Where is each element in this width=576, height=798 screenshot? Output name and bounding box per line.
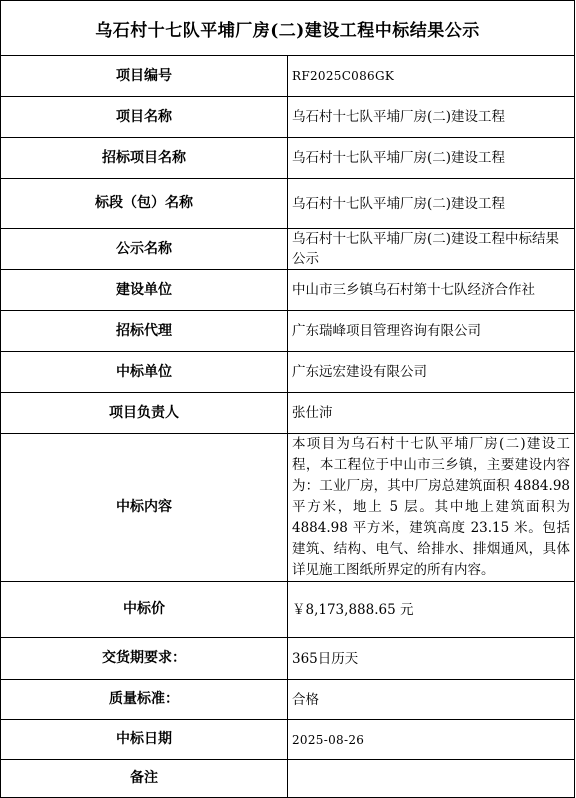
value-lot-name: 乌石村十七队平埔厂房(二)建设工程 <box>288 179 575 229</box>
label-tender-agent: 招标代理 <box>1 311 288 352</box>
value-project-name: 乌石村十七队平埔厂房(二)建设工程 <box>288 97 575 138</box>
row-award-date <box>1 720 575 760</box>
label-award-date: 中标日期 <box>1 720 288 760</box>
row-winning-content <box>1 434 575 582</box>
value-winning-price: ￥8,173,888.65 元 <box>288 582 575 638</box>
label-project-manager: 项目负责人 <box>1 393 288 434</box>
value-award-date: 2025-08-26 <box>288 720 575 760</box>
label-project-number: 项目编号 <box>1 56 288 97</box>
row-quality-standard <box>1 680 575 720</box>
value-delivery-period: 365日历天 <box>288 638 575 680</box>
label-quality-standard: 质量标准： <box>1 680 288 720</box>
row-winning-price <box>1 582 575 638</box>
row-tender-project-name <box>1 138 575 179</box>
row-delivery-period <box>1 638 575 680</box>
value-tender-project-name: 乌石村十七队平埔厂房(二)建设工程 <box>288 138 575 179</box>
row-construction-unit <box>1 270 575 311</box>
label-delivery-period: 交货期要求： <box>1 638 288 680</box>
notice-title: 乌石村十七队平埔厂房(二)建设工程中标结果公示 <box>1 1 575 56</box>
value-project-manager: 张仕沛 <box>288 393 575 434</box>
label-project-name: 项目名称 <box>1 97 288 138</box>
value-quality-standard: 合格 <box>288 680 575 720</box>
label-tender-project-name: 招标项目名称 <box>1 138 288 179</box>
row-tender-agent <box>1 311 575 352</box>
row-lot-name <box>1 179 575 229</box>
row-project-name <box>1 97 575 138</box>
row-remarks <box>1 760 575 798</box>
label-remarks: 备注 <box>1 760 288 798</box>
label-winning-content: 中标内容 <box>1 434 288 582</box>
label-winning-price: 中标价 <box>1 582 288 638</box>
value-construction-unit: 中山市三乡镇乌石村第十七队经济合作社 <box>288 270 575 311</box>
row-winning-bidder <box>1 352 575 393</box>
value-winning-bidder: 广东远宏建设有限公司 <box>288 352 575 393</box>
value-remarks <box>288 760 575 798</box>
label-lot-name: 标段（包）名称 <box>1 179 288 229</box>
label-notice-name: 公示名称 <box>1 229 288 270</box>
label-winning-bidder: 中标单位 <box>1 352 288 393</box>
value-notice-name: 乌石村十七队平埔厂房(二)建设工程中标结果公示 <box>288 229 575 270</box>
row-project-number <box>1 56 575 97</box>
value-project-number: RF2025C086GK <box>288 56 575 97</box>
row-project-manager <box>1 393 575 434</box>
title-row <box>1 1 575 56</box>
label-construction-unit: 建设单位 <box>1 270 288 311</box>
value-tender-agent: 广东瑞峰项目管理咨询有限公司 <box>288 311 575 352</box>
value-winning-content: 本项目为乌石村十七队平埔厂房(二)建设工程，本工程位于中山市三乡镇，主要建设内容为：工业厂房，其中厂房总建筑面积 4884.98 平方米，地上 5 层。其中地上建筑面积为 4884.98 平方米，建筑高度 23.15 米。包括建筑、结构、电气、给排水、排烟通风，具体详见施工图纸所界定的所有内容。 <box>288 434 575 582</box>
row-notice-name <box>1 229 575 270</box>
